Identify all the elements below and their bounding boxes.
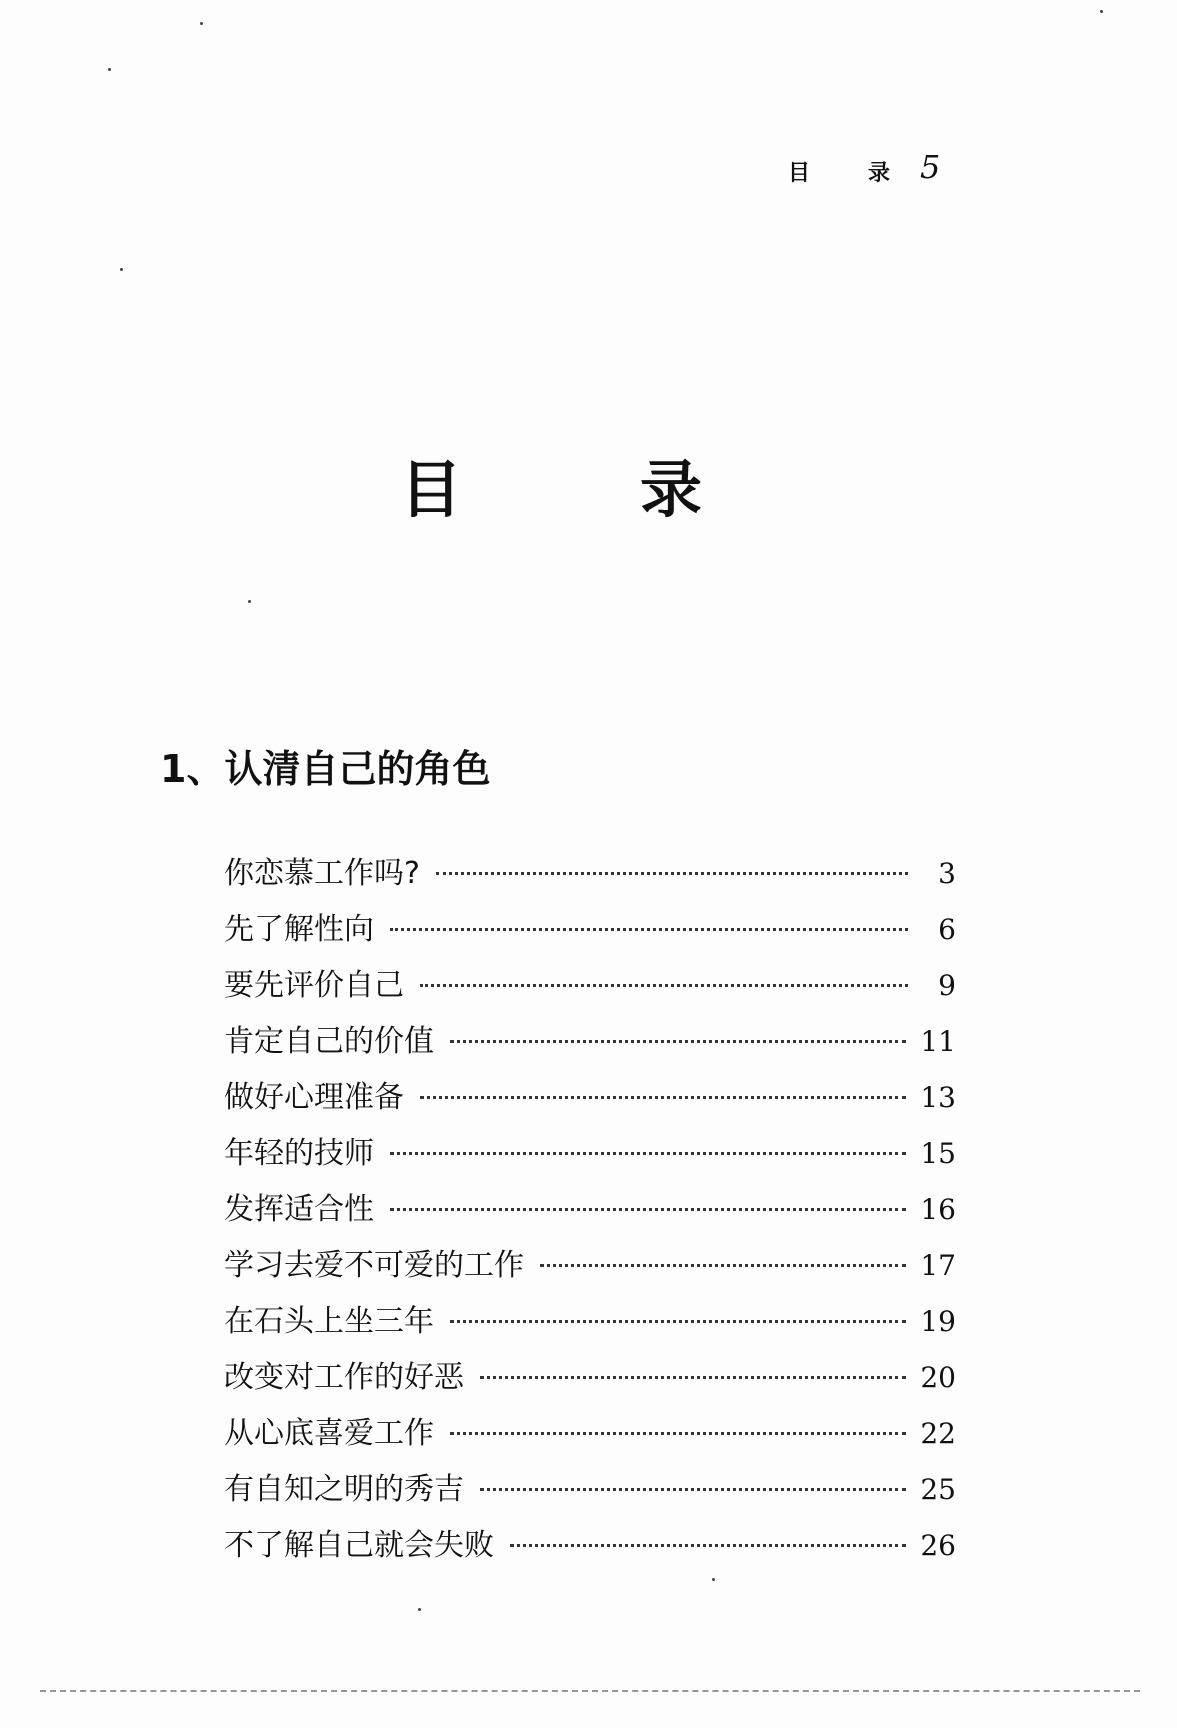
toc-dot-leader — [420, 1096, 906, 1099]
toc-dot-leader — [450, 1432, 906, 1435]
toc-entry[interactable] — [224, 1296, 956, 1352]
running-header — [788, 148, 958, 188]
toc-entry-title: 年轻的技师 — [224, 1136, 374, 1171]
toc-dot-leader — [450, 1320, 906, 1323]
toc-entry-page: 20 — [920, 1361, 956, 1394]
toc-entry[interactable] — [224, 1128, 956, 1184]
toc-entry-page: 16 — [920, 1193, 956, 1226]
toc-entry-page: 17 — [920, 1249, 956, 1282]
toc-entry[interactable] — [224, 1072, 956, 1128]
page-title-char-1: 目 — [400, 453, 463, 526]
toc-entry-page: 13 — [920, 1081, 956, 1114]
scan-speck — [248, 600, 251, 603]
toc-dot-leader — [450, 1040, 906, 1043]
toc-list — [224, 848, 956, 1576]
scan-speck — [418, 1608, 421, 1611]
toc-entry-title: 做好心理准备 — [224, 1080, 404, 1115]
toc-dot-leader — [480, 1376, 906, 1379]
scan-speck — [108, 68, 111, 71]
toc-entry-title: 不了解自己就会失败 — [224, 1528, 494, 1563]
toc-dot-leader — [540, 1264, 906, 1267]
toc-entry-page: 15 — [920, 1137, 956, 1170]
toc-entry[interactable] — [224, 1184, 956, 1240]
toc-entry-page: 9 — [938, 969, 956, 1002]
page-title — [400, 440, 730, 526]
running-header-label-2: 录 — [868, 161, 891, 186]
toc-entry-title: 学习去爱不可爱的工作 — [224, 1248, 524, 1283]
toc-entry[interactable] — [224, 1408, 956, 1464]
toc-entry-page: 11 — [920, 1025, 956, 1058]
running-header-page-number: 5 — [920, 148, 941, 186]
toc-entry-title: 要先评价自己 — [224, 968, 404, 1003]
toc-entry-page: 19 — [920, 1305, 956, 1338]
toc-entry[interactable] — [224, 1016, 956, 1072]
toc-entry-page: 6 — [938, 913, 956, 946]
page-title-char-2: 录 — [640, 453, 703, 526]
toc-entry-title: 肯定自己的价值 — [224, 1024, 434, 1059]
toc-entry-title: 你恋慕工作吗? — [224, 856, 420, 891]
scan-speck — [200, 22, 203, 25]
toc-entry-page: 26 — [920, 1529, 956, 1562]
toc-entry[interactable] — [224, 960, 956, 1016]
toc-entry-title: 在石头上坐三年 — [224, 1304, 434, 1339]
toc-entry[interactable] — [224, 904, 956, 960]
toc-entry-title: 先了解性向 — [224, 912, 374, 947]
toc-dot-leader — [436, 872, 908, 875]
toc-dot-leader — [390, 928, 908, 931]
toc-entry-page: 3 — [938, 857, 956, 890]
toc-dot-leader — [480, 1488, 906, 1491]
toc-entry-title: 发挥适合性 — [224, 1192, 374, 1227]
toc-dot-leader — [510, 1544, 906, 1547]
toc-dot-leader — [390, 1152, 906, 1155]
running-header-label-1: 目 — [788, 161, 811, 186]
scan-speck — [120, 268, 123, 271]
toc-entry-page: 22 — [920, 1417, 956, 1450]
scan-edge-line — [40, 1690, 1140, 1692]
toc-dot-leader — [420, 984, 908, 987]
scan-speck — [1100, 10, 1103, 13]
toc-entry[interactable] — [224, 1240, 956, 1296]
toc-entry-title: 从心底喜爱工作 — [224, 1416, 434, 1451]
toc-dot-leader — [390, 1208, 906, 1211]
toc-entry-title: 改变对工作的好恶 — [224, 1360, 464, 1395]
section-heading: 1、认清自己的角色 — [160, 747, 491, 791]
toc-entry[interactable] — [224, 1352, 956, 1408]
toc-entry-title: 有自知之明的秀吉 — [224, 1472, 464, 1507]
toc-entry[interactable] — [224, 1464, 956, 1520]
toc-entry[interactable] — [224, 848, 956, 904]
scan-speck — [712, 1578, 715, 1581]
toc-entry-page: 25 — [920, 1473, 956, 1506]
toc-entry[interactable] — [224, 1520, 956, 1576]
